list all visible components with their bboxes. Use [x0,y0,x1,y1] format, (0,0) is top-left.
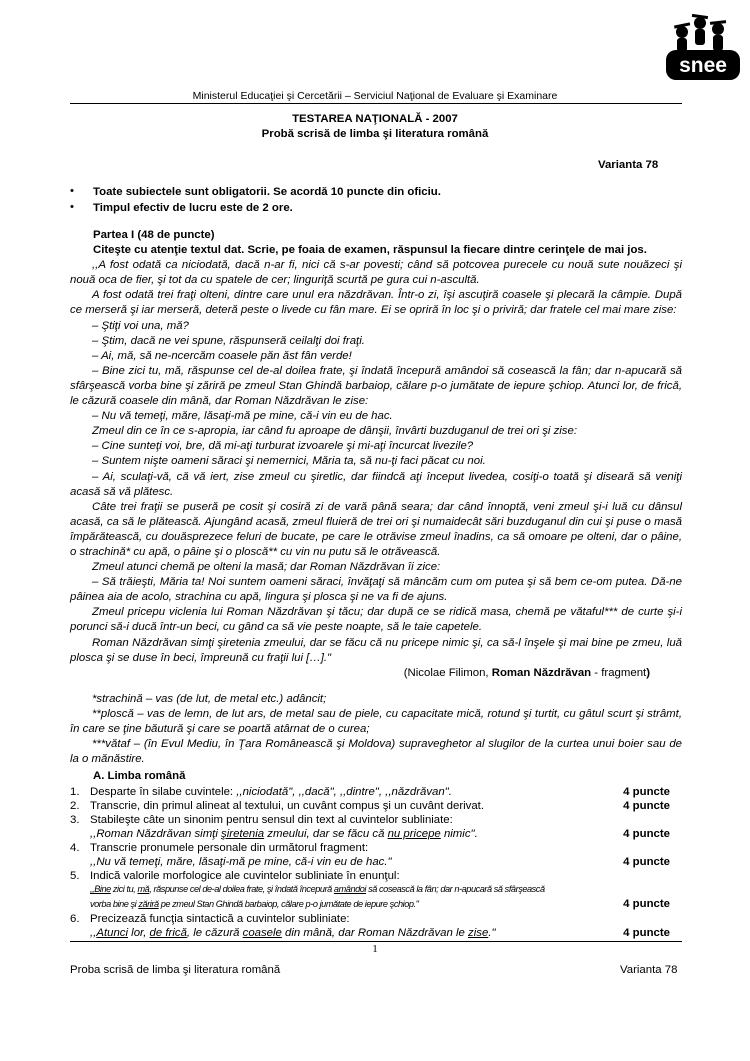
svg-text:snee: snee [679,54,727,77]
footnote: *strachină – vas (de lut, de metal etc.) adâncit; [92,692,327,705]
text-paragraph: Zmeul pricepu viclenia lui Roman Năzdrăvan şi tăcu; dar după ce se ridică masa, chemă pe vătaful*** de curte şi-i porunci să-i ducă într-un beci, cu gând ca să vie peste noapte, să le taie capetele. [70,606,682,634]
part1-instruction: Citeşte cu atenţie textul dat. Scrie, pe foaia de examen, răspunsul la fiecare dintre cerinţele de mai jos. [93,244,647,257]
question-points: 4 puncte [623,898,670,910]
question-text: Transcrie pronumele personale din următorul fragment: [90,842,369,854]
text-paragraph: – Ai, sculaţi-vă, că vă iert, zise zmeul cu şiretlic, dar fiindcă aţi început livedea, cosiţi-o toată şi diseară să veniţi acasă să vă plătesc. [70,470,682,498]
text-paragraph: Roman Năzdrăvan simţi şiretenia zmeului, dar se făcu că nu pricepe nimic şi, ca să-l înşele şi mai bine pe zmeu, luă plosca şi se duse în beci, împreună cu fraţii lui […]." [70,636,682,664]
exam-title: TESTAREA NAŢIONALĂ - 2007 [292,113,458,125]
part1-heading: Partea I (48 de puncte) [93,229,215,241]
text-paragraph: ,,A fost odată ca niciodată, dacă n-ar fi, nici că s-ar povesti; când să potcovea purecele cu nouă sute nouăzeci şi nouă oca de fier, şi tot da cu spatele de cer; linguriţă scurtă pe gura cui n-ascultă. [70,259,682,287]
text-paragraph: Zmeul din ce în ce s-apropia, iar când fu aproape de dânşii, învârti buzduganul de trei ori şi zise: [92,425,578,438]
question-text: Transcrie, din primul alineat al textului, un cuvânt compus şi un cuvânt derivat. [90,800,485,812]
text-paragraph: – Cine sunteţi voi, bre, dă mi-aţi turburat izvoarele şi mi-aţi încurcat livezile? [92,440,474,453]
variant-label: Varianta 78 [598,159,659,171]
text-paragraph: – Suntem nişte oameni săraci şi nemernici, Măria ta, să nu-ţi faci păcat cu noi. [92,455,486,468]
literary-text [70,258,682,666]
text-paragraph: – Ştim, dacă ne vei spune, răspunseră ceilalţi doi fraţi. [92,334,365,347]
text-paragraph: – Ai, mă, să ne-ncercăm coasele păn ăst fân verde! [92,349,352,362]
header-rule [70,103,682,104]
bullet-icon: • [70,185,74,197]
question-points: 4 puncte [623,856,670,868]
text-paragraph: Câte trei fraţii se puseră pe cosit şi cosiră zi de vară până seara; dar când înnoptă, veni zmeul şi-i luă cu dânsul acasă, ca să le plătească. Ajungând acasă, zmeul fluieră de trei ori şi numaidecât sări buzduganul din cui şi puse o masă împărătească, cu douăsprezece feluri de bucate, pe care le otrăvise zmeul înadins, ca să omoare pe olteni, dar o pâine, o strachină* cu apă, o pâine şi o ploscă** cu vin nu putu să le otrăvească. [70,500,682,558]
exam-subtitle: Probă scrisă de limba şi literatura română [261,128,489,140]
footer-right: Varianta 78 [620,964,678,976]
text-paragraph: Zmeul atunci chemă pe olteni la masă; dar Roman Năzdrăvan îi zice: [92,561,441,574]
question-points: 4 puncte [623,786,670,798]
source-citation: (Nicolae Filimon, Roman Năzdrăvan - fragment) [403,666,650,679]
footnotes [70,692,682,767]
footer-left: Proba scrisă de limba şi literatura română [70,964,281,976]
bullet-icon: • [70,201,74,213]
text-paragraph: – Să trăieşti, Măria ta! Noi suntem oameni săraci, învăţaţi să mâncăm cum om putea şi să bem ce-om putea. Dă-ne pâinea aia de acolo, strachina cu apă, lingura şi plosca şi ne va fi de ajuns. [70,576,682,604]
question-points: 4 puncte [623,828,670,840]
text-paragraph: – Bine zici tu, mă, răspunse cel de-al doilea frate, şi îndată începură amândoi să cosească la fân; dar n-apucară să sfârşească vorba bine şi zăriră pe zmeul Stan Ghindă barbaiop, călare p-o jumătate de iepure şchiop. Atunci lor, de frică, le căzură coasele din mână, dar Roman Năzdrăvan le zise: [70,364,682,408]
part1-block [70,228,682,767]
footnote: ***vătaf – (în Evul Mediu, în Ţara Românească şi Moldova) supraveghetor al slugilor de la curtea unui boier sau de la o mănăstire. [70,738,682,766]
question-text: Desparte în silabe cuvintele: ,,niciodată", ,,dacă", ,,dintre", ,,năzdrăvan". [90,786,452,798]
text-paragraph: – Ştiţi voi una, mă? [92,319,189,332]
question-points: 4 puncte [623,927,670,939]
page-number: 1 [372,943,378,955]
question-points: 4 puncte [623,800,670,812]
text-paragraph: – Nu vă temeţi, măre, lăsaţi-mă pe mine, că-i vin eu de hac. [92,410,393,423]
question-text: Indică valorile morfologice ale cuvintelor subliniate în enunţul: [90,870,400,882]
question-text: Stabileşte câte un sinonim pentru sensul din text al cuvintelor subliniate: [90,814,453,826]
question-text: Precizează funcţia sintactică a cuvintelor subliniate: [90,913,350,925]
section-a-heading: A. Limba română [93,770,186,782]
ministry-header: Ministerul Educaţiei şi Cercetării – Serviciul Naţional de Evaluare şi Examinare [192,90,558,102]
snee-logo [660,6,742,82]
text-paragraph: A fost odată trei fraţi olteni, dintre care unul era năzdrăvan. Într-o zi, îşi ascuţiră coasele şi plecară la câmpie. După ce merseră şi iar merseră, deteră peste o livede cu fân mare. Ei se opriră în loc şi o priviră; dar fratele cel mai mare zise: [70,289,682,317]
footnote: **ploscă – vas de lemn, de lut ars, de metal sau de piele, cu capacitate mică, rotund şi turtit, cu gâtul scurt şi strâmt, în care se ţine băutură şi care se poartă atârnat de o curea; [70,707,682,735]
